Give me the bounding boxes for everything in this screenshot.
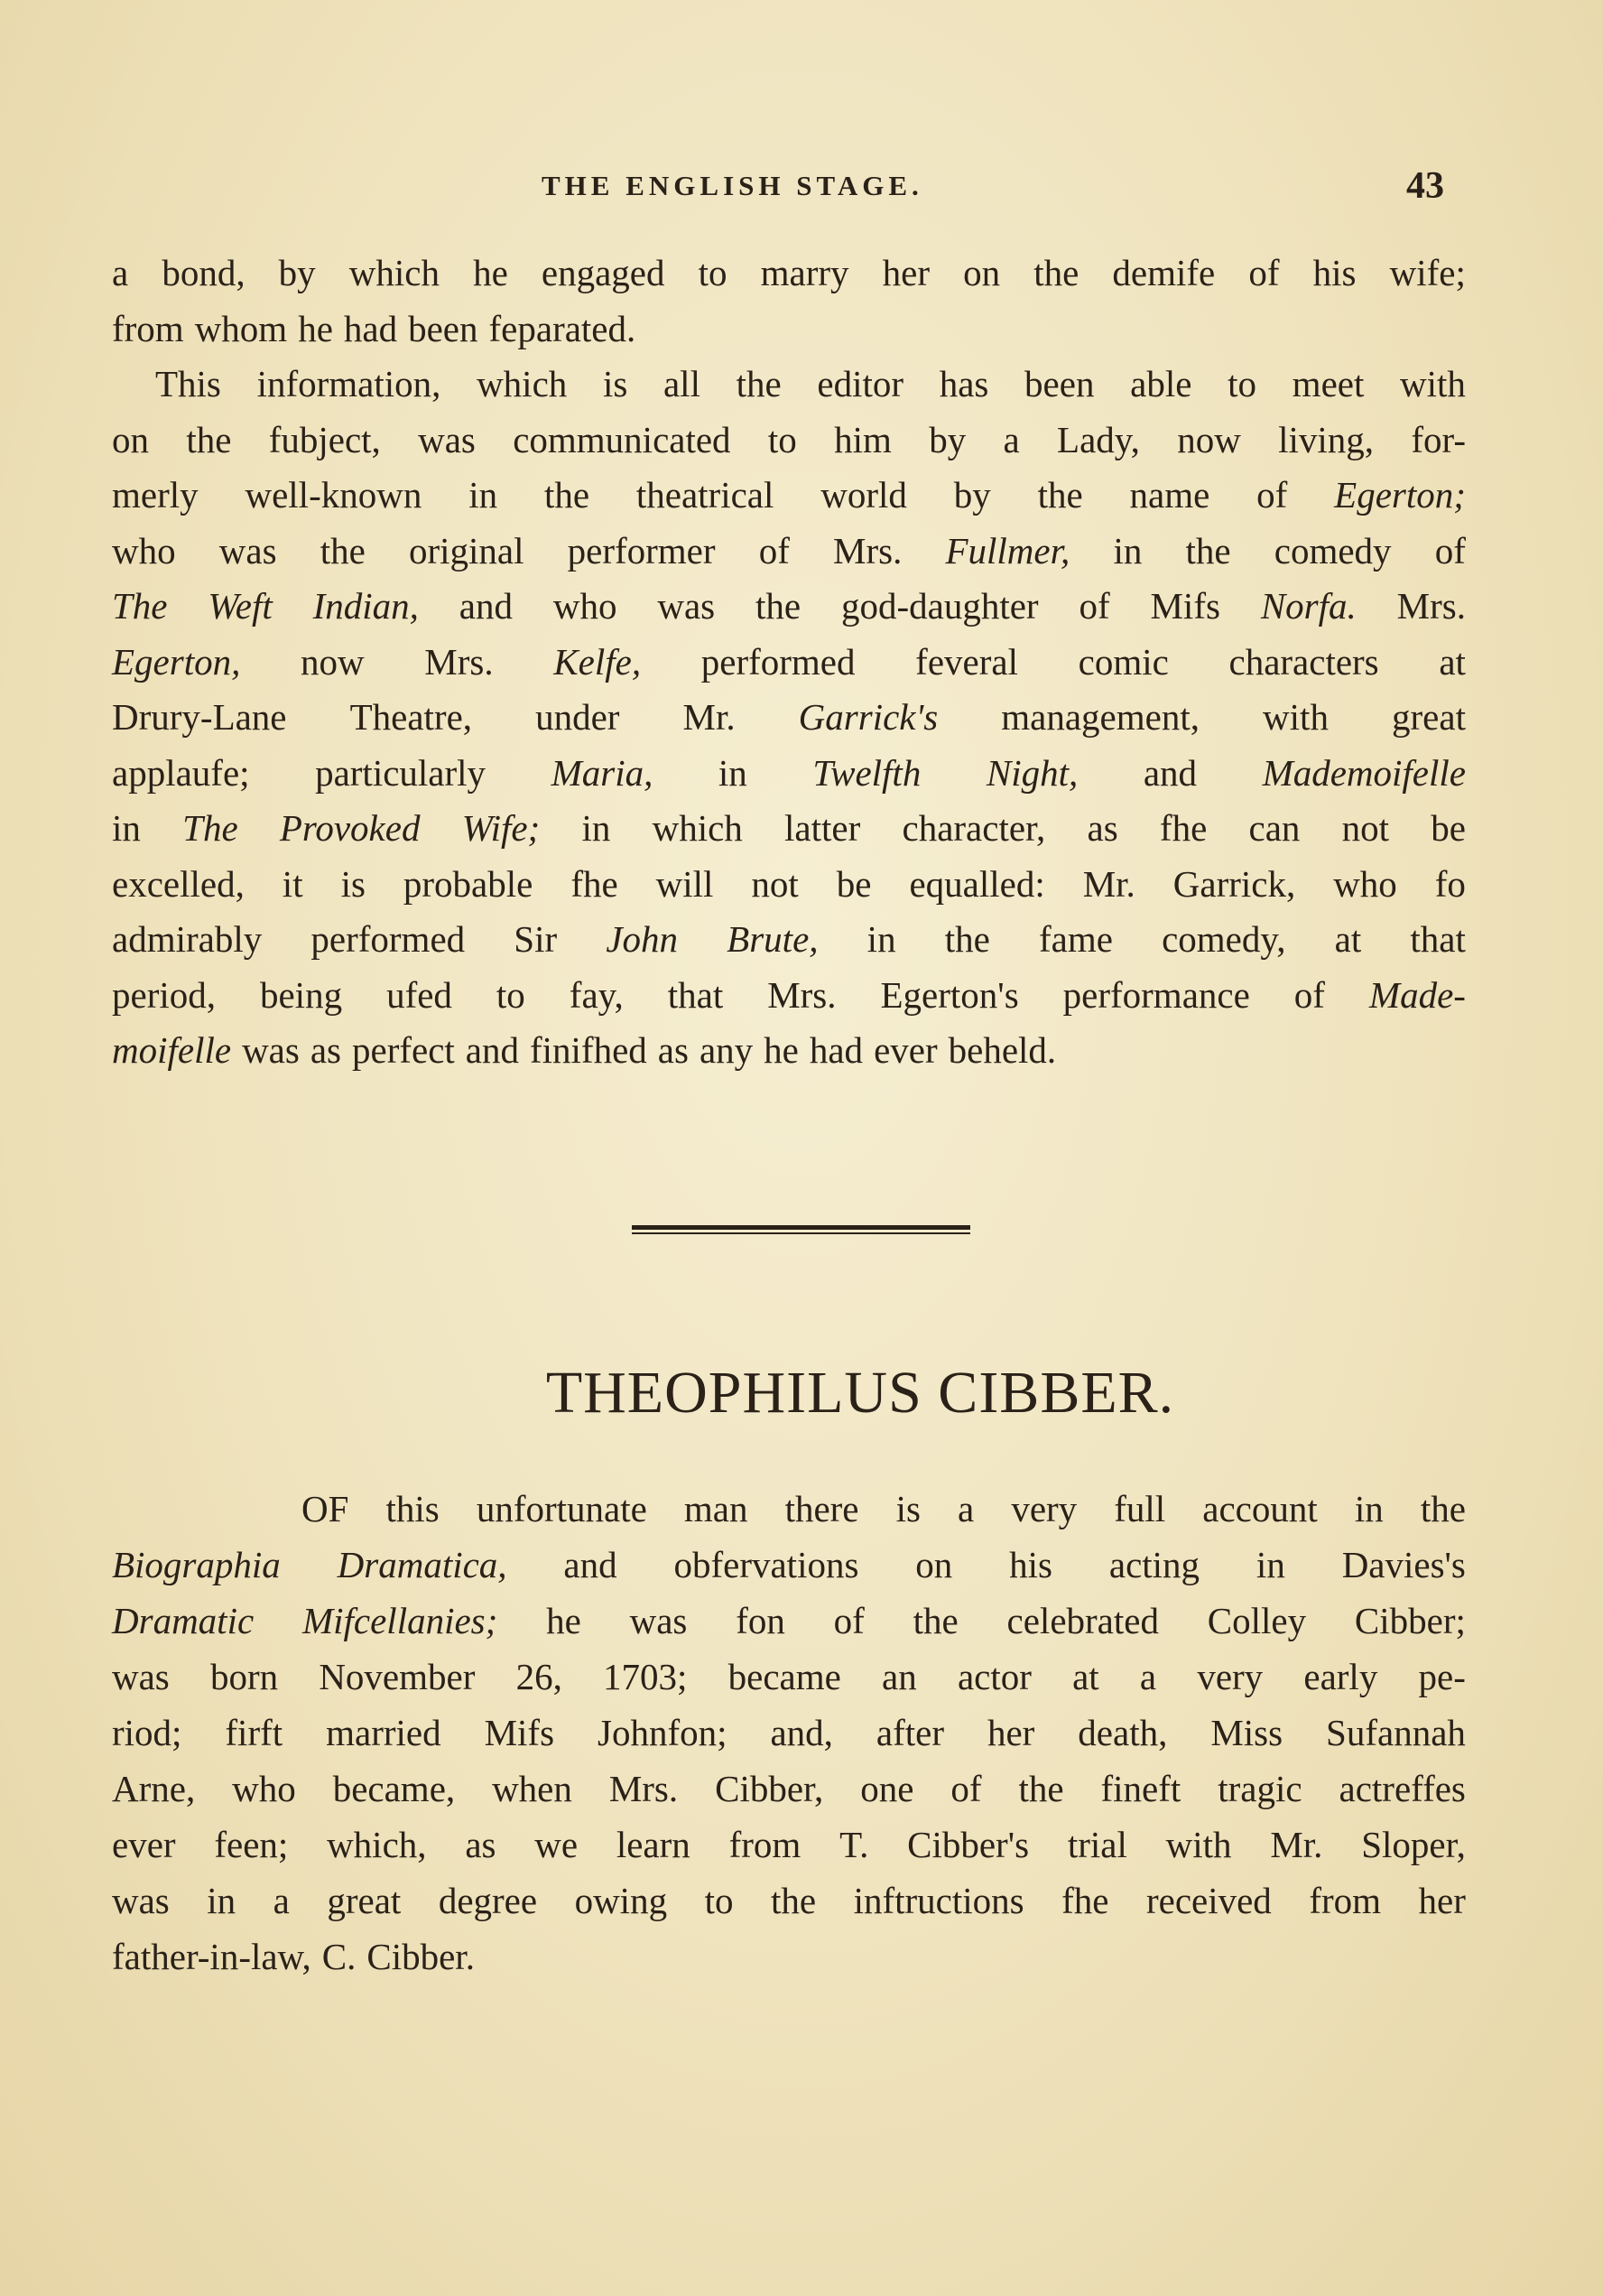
- word: very: [1197, 1656, 1264, 1697]
- word: his: [1312, 252, 1357, 293]
- word: was: [242, 1029, 300, 1071]
- word: Dramatica,: [337, 1544, 507, 1585]
- word: Mrs.: [833, 529, 903, 572]
- word: with: [1165, 1824, 1232, 1865]
- word: can: [1248, 807, 1301, 849]
- word: Sufannah: [1326, 1712, 1466, 1753]
- word: Garrick,: [1172, 862, 1296, 905]
- word: not: [751, 862, 799, 905]
- word: very: [1011, 1488, 1078, 1529]
- word: being: [259, 973, 343, 1016]
- word: riod;: [112, 1712, 182, 1753]
- word: living,: [1278, 418, 1375, 460]
- word: trial: [1067, 1824, 1127, 1865]
- word: fo: [1434, 862, 1466, 905]
- word: and: [465, 1029, 519, 1071]
- word: god-daughter: [840, 585, 1039, 627]
- word: with: [1400, 363, 1466, 404]
- word: been: [408, 307, 478, 349]
- word: equalled:: [909, 862, 1045, 905]
- word: 26,: [515, 1656, 562, 1697]
- word: meet: [1292, 363, 1365, 404]
- word: world: [820, 474, 907, 516]
- word: Norfa.: [1260, 585, 1357, 627]
- word: on: [963, 252, 1001, 293]
- word: under: [535, 696, 620, 738]
- word: a: [1003, 418, 1020, 460]
- word: from: [1309, 1880, 1382, 1921]
- word: fhe: [1159, 807, 1208, 849]
- word: he: [473, 252, 508, 293]
- word: fay,: [569, 973, 624, 1016]
- word: now: [1177, 418, 1241, 460]
- word: Mrs.: [424, 640, 494, 683]
- word: Cibber,: [715, 1768, 824, 1809]
- word: the: [1185, 529, 1231, 572]
- word: pe-: [1418, 1656, 1466, 1697]
- word: in: [1113, 529, 1143, 572]
- word: Mr.: [1270, 1824, 1323, 1865]
- word: on: [112, 418, 149, 460]
- word: of: [1248, 252, 1280, 293]
- word: was: [112, 1880, 170, 1921]
- word: feen;: [214, 1824, 289, 1865]
- word: was: [657, 585, 716, 627]
- word: applaufe;: [112, 751, 250, 794]
- word: the: [736, 363, 782, 404]
- word: bond,: [162, 252, 246, 293]
- text-line: [112, 1873, 1466, 1929]
- word: he: [764, 1029, 799, 1071]
- word: who: [112, 529, 176, 572]
- word: a: [273, 1880, 290, 1921]
- text-block-bottom: [112, 1481, 1466, 1985]
- word: to: [767, 418, 797, 460]
- text-line: [112, 746, 1466, 802]
- word: had: [343, 307, 398, 349]
- word: a: [112, 252, 129, 293]
- word: Egerton's: [880, 973, 1019, 1016]
- word: be: [1431, 807, 1466, 849]
- word: will: [655, 862, 714, 905]
- word: man: [683, 1488, 748, 1529]
- word: his: [1009, 1544, 1053, 1585]
- word: fineft: [1100, 1768, 1181, 1809]
- word: and: [563, 1544, 617, 1585]
- word: by: [278, 252, 316, 293]
- word: Johnfon;: [598, 1712, 727, 1753]
- word: performer: [567, 529, 716, 572]
- text-line: [112, 1481, 1466, 1537]
- word: degree: [438, 1880, 538, 1921]
- word: became,: [332, 1768, 456, 1809]
- word: Sloper,: [1361, 1824, 1466, 1865]
- word: is: [340, 862, 366, 905]
- word: feveral: [915, 640, 1018, 683]
- word: of: [1256, 474, 1288, 516]
- word: fhe: [570, 862, 618, 905]
- word: great: [327, 1880, 402, 1921]
- word: Mrs.: [608, 1768, 679, 1809]
- word: the: [320, 529, 366, 572]
- word: Indian,: [312, 585, 419, 627]
- word: feparated.: [488, 307, 636, 349]
- word: performed: [700, 640, 856, 683]
- text-line: [112, 1817, 1466, 1873]
- text-line: [112, 1761, 1466, 1817]
- word: Miss: [1210, 1712, 1283, 1753]
- word: which: [348, 252, 440, 293]
- word: as: [310, 1029, 341, 1071]
- word: Mrs.: [767, 973, 837, 1016]
- word: original: [408, 529, 524, 572]
- word: of: [833, 1600, 865, 1641]
- word: has: [939, 363, 989, 404]
- word: in: [1256, 1544, 1285, 1585]
- word: the: [755, 585, 802, 627]
- word: be: [836, 862, 872, 905]
- text-line: [112, 357, 1466, 413]
- word: Night,: [986, 751, 1079, 794]
- text-line: [112, 968, 1466, 1024]
- word: theatrical: [635, 474, 774, 516]
- word: the: [186, 418, 232, 460]
- word: 1703;: [603, 1656, 688, 1697]
- word: born: [209, 1656, 279, 1697]
- word: Sir: [514, 918, 558, 960]
- word: not: [1341, 807, 1390, 849]
- word: Dramatic: [112, 1600, 255, 1641]
- word: T.: [839, 1824, 869, 1865]
- paragraph-cibber: [112, 1481, 1466, 1985]
- word: of: [758, 529, 790, 572]
- word: and: [1143, 751, 1198, 794]
- word: to: [704, 1880, 734, 1921]
- word: death,: [1078, 1712, 1168, 1753]
- word: from: [728, 1824, 802, 1865]
- word: the: [1420, 1488, 1466, 1529]
- word: at: [1439, 640, 1466, 683]
- word: editor: [817, 363, 904, 404]
- word: by: [953, 474, 991, 516]
- word: and: [459, 585, 513, 627]
- divider-thick-rule: [632, 1225, 970, 1230]
- word: of: [1079, 585, 1110, 627]
- divider-thin-rule: [632, 1232, 970, 1234]
- word: one: [860, 1768, 914, 1809]
- word: was: [418, 418, 476, 460]
- word: name: [1129, 474, 1210, 516]
- text-line: [112, 801, 1466, 857]
- word: and,: [770, 1712, 833, 1753]
- word: now: [301, 640, 365, 683]
- word: information,: [256, 363, 441, 404]
- word: of: [1434, 529, 1466, 572]
- word: to: [496, 973, 525, 1016]
- word: Weft: [208, 585, 273, 627]
- word: November: [319, 1656, 476, 1697]
- word: Provoked: [279, 807, 421, 849]
- word: her: [987, 1712, 1035, 1753]
- word: a: [958, 1488, 975, 1529]
- word: in: [581, 807, 611, 849]
- word: as: [465, 1824, 496, 1865]
- word: that: [1410, 918, 1466, 960]
- word: married: [326, 1712, 441, 1753]
- word: that: [667, 973, 724, 1016]
- word: demife: [1112, 252, 1216, 293]
- word: Twelfth: [812, 751, 922, 794]
- word: Mrs.: [1396, 585, 1466, 627]
- word: comic: [1078, 640, 1169, 683]
- word: which,: [327, 1824, 427, 1865]
- word: Mifs: [1150, 585, 1220, 627]
- word: actreffes: [1339, 1768, 1466, 1809]
- text-block-top: [112, 246, 1466, 1079]
- word: with: [1263, 696, 1329, 738]
- text-line: [112, 690, 1466, 746]
- word: wife;: [1389, 252, 1466, 293]
- text-line: [112, 1593, 1466, 1649]
- word: Colley: [1207, 1600, 1307, 1641]
- word: Cibber.: [366, 1936, 475, 1977]
- word: OF: [301, 1488, 349, 1529]
- word: in: [866, 918, 896, 960]
- paragraph-information: [112, 357, 1466, 1079]
- word: Fullmer,: [945, 529, 1070, 572]
- page-number: 43: [1406, 165, 1444, 207]
- word: John: [606, 918, 679, 960]
- text-line: [112, 1023, 1466, 1079]
- word: beheld.: [948, 1029, 1057, 1071]
- text-line: [112, 912, 1466, 968]
- text-line: [112, 857, 1466, 913]
- word: management,: [1001, 696, 1200, 738]
- word: had: [809, 1029, 864, 1071]
- word: ufed: [386, 973, 452, 1016]
- word: been: [1024, 363, 1095, 404]
- word: inftructions: [853, 1880, 1024, 1921]
- word: Made-: [1368, 973, 1466, 1016]
- word: Mifcellanies;: [301, 1600, 498, 1641]
- text-line: [112, 246, 1466, 302]
- word: at: [1334, 918, 1362, 960]
- word: obfervations: [673, 1544, 859, 1585]
- word: Wife;: [461, 807, 541, 849]
- text-line: [112, 413, 1466, 469]
- word: acting: [1108, 1544, 1200, 1585]
- word: Drury-Lane: [112, 696, 287, 738]
- word: at: [1072, 1656, 1099, 1697]
- word: in: [1354, 1488, 1384, 1529]
- word: was: [629, 1600, 688, 1641]
- word: probable: [403, 862, 533, 905]
- word: it: [282, 862, 303, 905]
- text-line: [112, 524, 1466, 580]
- word: excelled,: [112, 862, 245, 905]
- word: well-known: [245, 474, 422, 516]
- word: an: [882, 1656, 917, 1697]
- word: C.: [321, 1936, 357, 1977]
- word: early: [1303, 1656, 1378, 1697]
- word: in: [207, 1880, 236, 1921]
- word: The: [112, 585, 168, 627]
- word: latter: [784, 807, 861, 849]
- word: was: [112, 1656, 170, 1697]
- word: unfortunate: [476, 1488, 647, 1529]
- word: on: [915, 1544, 953, 1585]
- section-heading-text: THEOPHILUS CIBBER.: [545, 1360, 1175, 1426]
- word: the: [1037, 474, 1083, 516]
- word: he: [298, 307, 333, 349]
- word: Mademoifelle: [1262, 751, 1466, 794]
- word: the: [770, 1880, 817, 1921]
- word: character,: [902, 807, 1046, 849]
- word: by: [929, 418, 967, 460]
- word: fame: [1038, 918, 1113, 960]
- word: whom: [194, 307, 288, 349]
- word: owing: [574, 1880, 668, 1921]
- word: the: [944, 918, 990, 960]
- word: in: [112, 807, 141, 849]
- word: Mr.: [682, 696, 736, 738]
- word: Brute,: [727, 918, 819, 960]
- word: engaged: [541, 252, 665, 293]
- text-line: [112, 635, 1466, 691]
- word: Egerton;: [1334, 474, 1466, 516]
- text-line: [112, 1649, 1466, 1705]
- word: Arne,: [112, 1768, 196, 1809]
- word: as: [1087, 807, 1118, 849]
- word: great: [1392, 696, 1466, 738]
- word: father-in-law,: [112, 1936, 311, 1977]
- word: is: [602, 363, 628, 404]
- word: learn: [616, 1824, 690, 1865]
- word: Biographia: [112, 1544, 281, 1585]
- word: her: [1418, 1880, 1466, 1921]
- word: to: [698, 252, 727, 293]
- word: the: [543, 474, 590, 516]
- word: who: [552, 585, 617, 627]
- text-line: [112, 468, 1466, 524]
- word: marry: [760, 252, 849, 293]
- word: performed: [310, 918, 466, 960]
- word: firft: [225, 1712, 283, 1753]
- word: as: [657, 1029, 689, 1071]
- word: characters: [1228, 640, 1379, 683]
- word: the: [1033, 252, 1079, 293]
- word: which: [652, 807, 743, 849]
- word: moifelle: [112, 1029, 232, 1071]
- word: merly: [112, 474, 199, 516]
- word: in: [468, 474, 498, 516]
- word: performance: [1062, 973, 1250, 1016]
- word: he: [546, 1600, 581, 1641]
- word: of: [950, 1768, 982, 1809]
- word: was: [218, 529, 277, 572]
- word: The: [182, 807, 238, 849]
- word: for-: [1411, 418, 1466, 460]
- word: Davies's: [1341, 1544, 1466, 1585]
- word: communicated: [513, 418, 731, 460]
- word: Kelfe,: [553, 640, 642, 683]
- word: the: [913, 1600, 959, 1641]
- word: all: [663, 363, 700, 404]
- word: fhe: [1061, 1880, 1109, 1921]
- word: Garrick's: [798, 696, 939, 738]
- word: from: [112, 307, 184, 349]
- word: particularly: [315, 751, 486, 794]
- word: this: [385, 1488, 440, 1529]
- running-title: THE ENGLISH STAGE.: [542, 170, 923, 201]
- word: which: [477, 363, 568, 404]
- word: a: [1139, 1656, 1157, 1697]
- word: any: [699, 1029, 754, 1071]
- word: comedy,: [1162, 918, 1286, 960]
- text-line: [112, 1537, 1466, 1593]
- word: we: [534, 1824, 579, 1865]
- word: tragic: [1218, 1768, 1302, 1809]
- word: after: [876, 1712, 944, 1753]
- word: Maria,: [551, 751, 653, 794]
- word: Cibber;: [1354, 1600, 1466, 1641]
- word: of: [1293, 973, 1325, 1016]
- word: Mifs: [484, 1712, 555, 1753]
- section-divider: [632, 1225, 970, 1234]
- paragraph-continued: [112, 246, 1466, 357]
- word: there: [784, 1488, 859, 1529]
- word: became: [727, 1656, 841, 1697]
- word: Cibber's: [907, 1824, 1030, 1865]
- text-line: [112, 302, 1466, 358]
- word: Lady,: [1057, 418, 1140, 460]
- word: This: [155, 363, 221, 404]
- text-line: [112, 1705, 1466, 1761]
- word: ever: [874, 1029, 938, 1071]
- word: ever: [112, 1824, 176, 1865]
- word: in: [718, 751, 747, 794]
- word: able: [1130, 363, 1192, 404]
- word: comedy: [1274, 529, 1392, 572]
- word: Egerton,: [112, 640, 241, 683]
- word: who: [232, 1768, 296, 1809]
- section-heading: [0, 1359, 1603, 1427]
- word: fon: [736, 1600, 785, 1641]
- word: the: [1018, 1768, 1064, 1809]
- word: Theatre,: [349, 696, 473, 738]
- word: when: [492, 1768, 572, 1809]
- word: actor: [957, 1656, 1032, 1697]
- word: celebrated: [1006, 1600, 1159, 1641]
- word: who: [1333, 862, 1397, 905]
- word: admirably: [112, 918, 263, 960]
- word: period,: [112, 973, 216, 1016]
- word: to: [1228, 363, 1256, 404]
- word: is: [895, 1488, 921, 1529]
- word: account: [1202, 1488, 1318, 1529]
- word: full: [1114, 1488, 1166, 1529]
- word: her: [882, 252, 930, 293]
- word: perfect: [352, 1029, 455, 1071]
- word: finifhed: [530, 1029, 647, 1071]
- word: fubject,: [268, 418, 381, 460]
- text-line: [112, 579, 1466, 635]
- word: received: [1145, 1880, 1272, 1921]
- text-line: [112, 1929, 1466, 1985]
- word: Mr.: [1082, 862, 1135, 905]
- word: him: [834, 418, 892, 460]
